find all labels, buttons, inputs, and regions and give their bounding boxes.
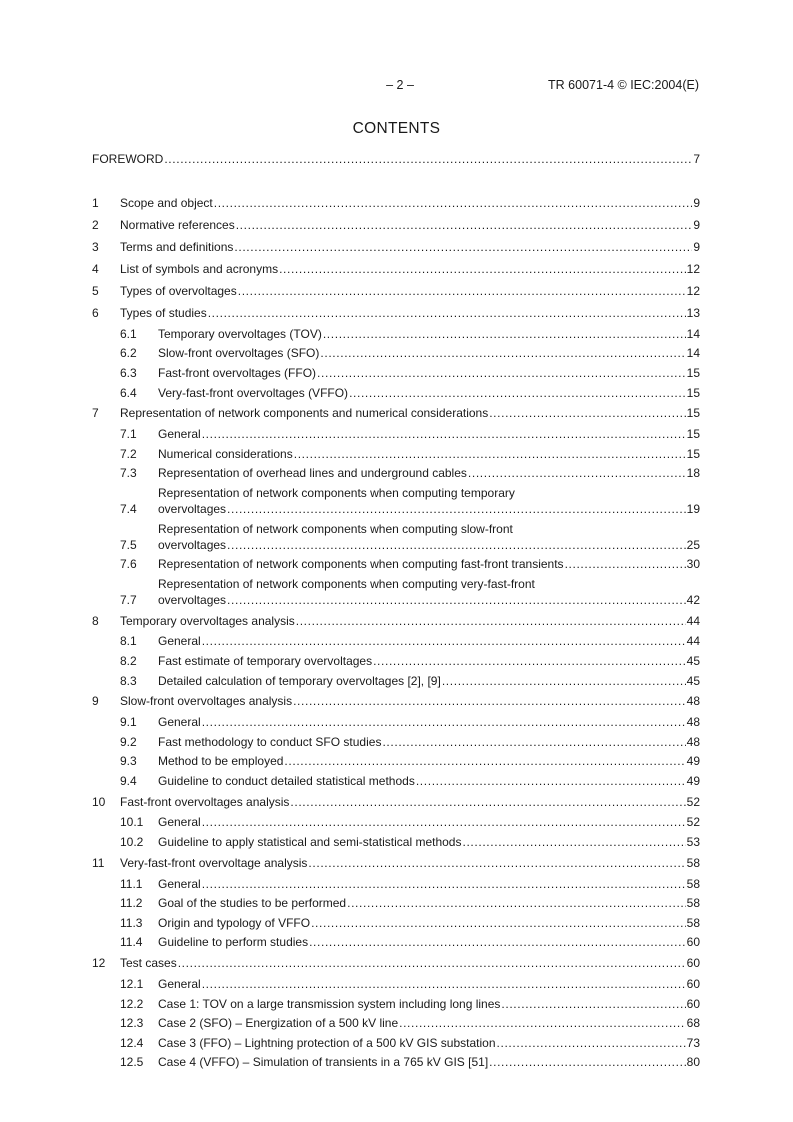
- dot-leader: [462, 834, 685, 850]
- toc-entry-number: 9.4: [120, 773, 137, 788]
- toc-entry-title: Temporary overvoltages (TOV): [158, 326, 322, 341]
- toc-entry[interactable]: [92, 852, 700, 874]
- toc-entry-page: 42: [686, 592, 700, 607]
- toc-entry-page: 60: [686, 956, 700, 971]
- toc-entry[interactable]: [92, 344, 700, 364]
- toc-entry-title: List of symbols and acronyms: [120, 262, 279, 276]
- toc-entry-title: Very-fast-front overvoltage analysis: [120, 855, 308, 870]
- toc-entry-title: Slow-front overvoltages analysis: [120, 694, 293, 709]
- toc-entry-title: Numerical considerations: [158, 446, 293, 461]
- toc-entry-title: Scope and object: [120, 196, 213, 210]
- toc-entry-page: 52: [686, 794, 700, 809]
- dot-leader: [208, 305, 686, 321]
- toc-entry-title: Case 4 (VFFO) – Simulation of transients in a 765 kV GIS [51]: [158, 1055, 489, 1070]
- toc-entry-number: 10.1: [120, 815, 144, 830]
- toc-entry-page: 12: [686, 262, 700, 276]
- toc-entry[interactable]: [92, 732, 700, 752]
- toc-entry-page: 58: [686, 896, 700, 911]
- dot-leader: [236, 217, 693, 233]
- toc-entry-number: 6.3: [120, 365, 137, 380]
- toc-entry-foreword[interactable]: [92, 151, 700, 167]
- toc-entry-number: 12.4: [120, 1035, 144, 1050]
- toc-entry[interactable]: [92, 712, 700, 732]
- toc-entry-title: Representation of overhead lines and underground cables: [158, 466, 467, 481]
- toc-entry-number: 7.1: [120, 427, 137, 442]
- toc-entry[interactable]: [92, 402, 700, 424]
- toc-entry-number: 12: [92, 956, 106, 971]
- toc-entry[interactable]: [92, 519, 700, 555]
- toc-entry-title: overvoltages: [158, 592, 227, 607]
- dot-leader: [293, 693, 686, 709]
- toc-entry-number: 7.2: [120, 446, 137, 461]
- toc-entry-page: 58: [686, 855, 700, 870]
- dot-leader: [202, 976, 686, 992]
- toc-entry-title: Fast methodology to conduct SFO studies: [158, 734, 382, 749]
- toc-entry-title: Representation of network components when computing very-fast-front: [158, 576, 535, 591]
- toc-entry-title: Fast-front overvoltages analysis: [120, 794, 290, 809]
- dot-leader: [294, 446, 686, 462]
- toc-entry-title: Method to be employed: [158, 754, 284, 769]
- toc-entry-number: 11.3: [120, 915, 143, 930]
- dot-leader: [227, 592, 686, 608]
- toc-entry-number: 12.3: [120, 1016, 144, 1031]
- toc-entry-page: 48: [686, 694, 700, 709]
- toc-entry-title: Test cases: [120, 956, 177, 971]
- toc-entry-number: 7.6: [120, 557, 137, 572]
- dot-leader: [284, 753, 685, 769]
- toc-entry-title: Guideline to conduct detailed statistical methods: [158, 773, 415, 788]
- toc-entry-page: 45: [686, 653, 700, 668]
- toc-entry-title: General: [158, 634, 201, 649]
- dot-leader: [309, 934, 686, 950]
- toc-entry-number: 9: [92, 694, 99, 709]
- dot-leader: [178, 955, 686, 971]
- toc-entry-number: 8.1: [120, 634, 137, 649]
- toc-entry-page: 19: [686, 501, 700, 516]
- toc-entry-page: 14: [686, 346, 700, 361]
- dot-leader: [442, 673, 686, 689]
- toc-entry[interactable]: [92, 483, 700, 519]
- dot-leader: [320, 345, 685, 361]
- toc-entry-page: 58: [686, 915, 700, 930]
- toc-entry-title: General: [158, 977, 201, 992]
- toc-entry-page: 18: [686, 466, 700, 481]
- toc-entry[interactable]: [92, 771, 700, 791]
- toc-entry-title: Representation of network components when computing temporary: [158, 485, 515, 500]
- toc-entry[interactable]: [92, 952, 700, 974]
- toc-entry[interactable]: [92, 813, 700, 833]
- dot-leader: [489, 405, 685, 421]
- toc-entry[interactable]: [92, 791, 700, 813]
- toc-entry[interactable]: [92, 893, 700, 913]
- toc-entry-number: 12.5: [120, 1055, 144, 1070]
- toc-entry-number: 7.7: [120, 592, 137, 607]
- toc-entry-title: Fast-front overvoltages (FFO): [158, 365, 317, 380]
- toc-entry-number: 12.1: [120, 977, 144, 992]
- toc-entry[interactable]: [92, 752, 700, 772]
- dot-leader: [238, 283, 686, 299]
- toc-entry-number: 4: [92, 262, 99, 276]
- toc-entry[interactable]: [92, 974, 700, 994]
- toc-entry-page: 60: [686, 996, 700, 1011]
- toc-entry-title: Normative references: [120, 218, 235, 232]
- toc-entry-page: 49: [686, 773, 700, 788]
- dot-leader: [349, 385, 686, 401]
- toc-entry-title: Guideline to perform studies: [158, 935, 309, 950]
- dot-leader: [227, 537, 686, 553]
- toc-entry[interactable]: [92, 933, 700, 953]
- dot-leader: [489, 1054, 685, 1070]
- toc-entry-page: 14: [686, 326, 700, 341]
- toc-entry-number: 7.3: [120, 466, 137, 481]
- toc-entry-page: 80: [686, 1055, 700, 1070]
- toc-entry[interactable]: [92, 214, 700, 236]
- dot-leader: [565, 556, 686, 572]
- toc-entry[interactable]: [92, 258, 700, 280]
- dot-leader: [202, 876, 686, 892]
- toc-entry-title: overvoltages: [158, 501, 227, 516]
- toc-entry-title: Case 1: TOV on a large transmission system including long lines: [158, 996, 501, 1011]
- dot-leader: [202, 814, 686, 830]
- dot-leader: [202, 633, 686, 649]
- toc-entry-number: 2: [92, 218, 99, 232]
- toc-entry-number: 9.2: [120, 734, 137, 749]
- dot-leader: [202, 426, 686, 442]
- toc-entry-number: 10.2: [120, 835, 144, 850]
- dot-leader: [347, 895, 686, 911]
- dot-leader: [227, 501, 686, 517]
- toc-entry[interactable]: [92, 671, 700, 691]
- page-number: – 2 –: [386, 78, 414, 92]
- toc-entry-number: 9.3: [120, 754, 137, 769]
- dot-leader: [296, 613, 686, 629]
- dot-leader: [234, 239, 692, 255]
- toc-entry-page: 15: [686, 365, 700, 380]
- toc-entry[interactable]: [92, 574, 700, 610]
- table-of-contents: [92, 151, 700, 1072]
- dot-leader: [279, 261, 686, 277]
- toc-entry-page: 58: [686, 876, 700, 891]
- toc-entry[interactable]: [92, 651, 700, 671]
- toc-entry-title: General: [158, 715, 201, 730]
- page-title: CONTENTS: [352, 120, 441, 137]
- toc-entry-number: 6.2: [120, 346, 137, 361]
- toc-entry-title: Types of studies: [120, 306, 207, 320]
- toc-entry-page: 60: [686, 977, 700, 992]
- dot-leader: [373, 653, 686, 669]
- toc-entry[interactable]: [92, 302, 700, 324]
- toc-entry[interactable]: [92, 236, 700, 258]
- toc-entry-page: 44: [686, 613, 700, 628]
- toc-entry-number: 1: [92, 196, 99, 210]
- toc-entry-title: Case 3 (FFO) – Lightning protection of a 500 kV GIS substation: [158, 1035, 496, 1050]
- dot-leader: [202, 714, 686, 730]
- toc-entry[interactable]: [92, 192, 700, 214]
- toc-entry-number: 6: [92, 306, 99, 320]
- toc-entry-title: Origin and typology of VFFO: [158, 915, 311, 930]
- toc-entries: [92, 192, 700, 1072]
- toc-entry-page: 15: [686, 385, 700, 400]
- toc-entry-title: overvoltages: [158, 537, 227, 552]
- dot-leader: [323, 326, 686, 342]
- toc-entry-title: Case 2 (SFO) – Energization of a 500 kV line: [158, 1016, 399, 1031]
- toc-entry-title: Guideline to apply statistical and semi-statistical methods: [158, 835, 462, 850]
- toc-entry[interactable]: [92, 464, 700, 484]
- toc-entry-page: 45: [686, 673, 700, 688]
- toc-entry-page: 60: [686, 935, 700, 950]
- toc-entry-number: 11.2: [120, 896, 143, 911]
- toc-entry[interactable]: [92, 383, 700, 403]
- toc-entry-page: 48: [686, 715, 700, 730]
- toc-entry-number: 10: [92, 794, 106, 809]
- dot-leader: [308, 855, 685, 871]
- dot-leader: [290, 794, 685, 810]
- toc-entry-title: Detailed calculation of temporary overvoltages [2], [9]: [158, 673, 441, 688]
- toc-entry-title: General: [158, 815, 201, 830]
- toc-entry-number: 7.5: [120, 537, 137, 552]
- toc-entry-page: 9: [693, 240, 700, 254]
- dot-leader: [311, 915, 686, 931]
- toc-entry-page: 68: [686, 1016, 700, 1031]
- toc-entry[interactable]: [92, 424, 700, 444]
- dot-leader: [382, 734, 685, 750]
- toc-entry-number: 8.3: [120, 673, 137, 688]
- toc-entry[interactable]: [92, 324, 700, 344]
- toc-entry[interactable]: [92, 690, 700, 712]
- toc-entry-page: 9: [693, 196, 700, 210]
- toc-entry-title: Representation of network components when computing slow-front: [158, 521, 513, 536]
- toc-entry[interactable]: [92, 280, 700, 302]
- toc-entry-page: 30: [686, 557, 700, 572]
- toc-entry-title: FOREWORD: [92, 152, 164, 166]
- toc-entry-number: 3: [92, 240, 99, 254]
- toc-entry-page: 15: [686, 446, 700, 461]
- dot-leader: [468, 465, 686, 481]
- toc-entry-number: 12.2: [120, 996, 144, 1011]
- toc-entry[interactable]: [92, 1033, 700, 1053]
- toc-entry-number: 7: [92, 406, 99, 421]
- toc-entry-title: Fast estimate of temporary overvoltages: [158, 653, 373, 668]
- toc-entry[interactable]: [92, 874, 700, 894]
- toc-entry-title: Very-fast-front overvoltages (VFFO): [158, 385, 349, 400]
- toc-entry-title: Terms and definitions: [120, 240, 234, 254]
- toc-entry-title: Temporary overvoltages analysis: [120, 613, 295, 628]
- dot-leader: [164, 151, 692, 167]
- toc-entry-number: 9.1: [120, 715, 137, 730]
- toc-entry-page: 12: [686, 284, 700, 298]
- toc-entry[interactable]: [92, 1013, 700, 1033]
- toc-entry[interactable]: [92, 1053, 700, 1073]
- toc-entry-title: Types of overvoltages: [120, 284, 237, 298]
- toc-entry-title: General: [158, 876, 201, 891]
- toc-entry-page: 13: [686, 306, 700, 320]
- toc-entry[interactable]: [92, 994, 700, 1014]
- toc-entry-number: 11: [92, 855, 105, 870]
- toc-entry-title: General: [158, 427, 201, 442]
- toc-entry-page: 49: [686, 754, 700, 769]
- toc-entry-number: 8: [92, 613, 99, 628]
- dot-leader: [416, 773, 686, 789]
- dot-leader: [317, 365, 686, 381]
- dot-leader: [501, 996, 685, 1012]
- toc-entry[interactable]: [92, 554, 700, 574]
- toc-entry-number: 5: [92, 284, 99, 298]
- toc-entry-page: 53: [686, 835, 700, 850]
- toc-entry-title: Representation of network components and numerical considerations: [120, 406, 489, 421]
- dot-leader: [497, 1035, 686, 1051]
- toc-entry-page: 25: [686, 537, 700, 552]
- toc-entry-title: Goal of the studies to be performed: [158, 896, 347, 911]
- document-reference: TR 60071-4 © IEC:2004(E): [548, 78, 699, 92]
- toc-entry-page: 48: [686, 734, 700, 749]
- toc-entry-number: 6.1: [120, 326, 137, 341]
- toc-entry-page: 52: [686, 815, 700, 830]
- toc-entry-page: 73: [686, 1035, 700, 1050]
- toc-entry[interactable]: [92, 610, 700, 632]
- toc-entry-title: Representation of network components when computing fast-front transients: [158, 557, 564, 572]
- toc-entry-page: 15: [686, 406, 700, 421]
- toc-entry[interactable]: [92, 444, 700, 464]
- toc-entry-number: 11.4: [120, 935, 143, 950]
- toc-entry-page: 44: [686, 634, 700, 649]
- toc-entry-number: 6.4: [120, 385, 137, 400]
- toc-entry-page: 7: [693, 152, 700, 166]
- toc-entry[interactable]: [92, 363, 700, 383]
- toc-entry-number: 7.4: [120, 501, 137, 516]
- dot-leader: [214, 195, 693, 211]
- dot-leader: [399, 1015, 686, 1031]
- toc-entry-page: 9: [693, 218, 700, 232]
- toc-entry-number: 8.2: [120, 653, 137, 668]
- toc-entry-page: 15: [686, 427, 700, 442]
- toc-entry-title: Slow-front overvoltages (SFO): [158, 346, 320, 361]
- toc-entry[interactable]: [92, 913, 700, 933]
- toc-entry-number: 11.1: [120, 876, 143, 891]
- toc-entry[interactable]: [92, 832, 700, 852]
- toc-entry[interactable]: [92, 632, 700, 652]
